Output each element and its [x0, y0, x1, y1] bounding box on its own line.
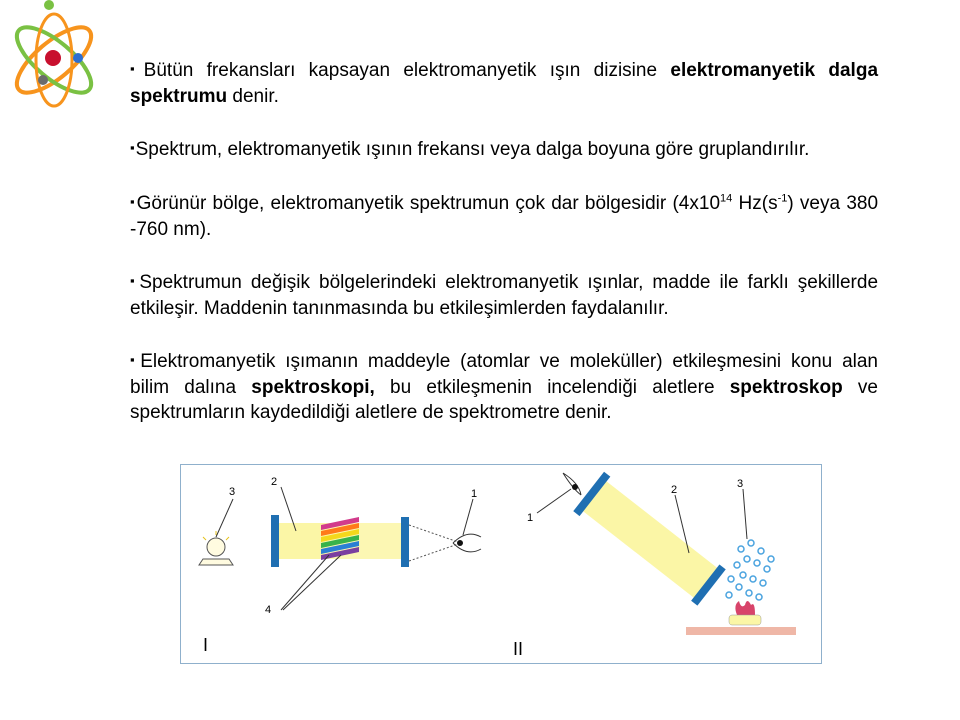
label-prism: 4	[265, 604, 272, 616]
paragraph-1-text: Bütün frekansları kapsayan elektromanyetik ışın dizisine	[143, 60, 671, 81]
right-tube	[573, 472, 727, 607]
bullet-icon: ▪	[130, 61, 143, 76]
paragraph-3-unit: Hz(s	[732, 193, 778, 214]
term-em-spectrum: elektromanyetik dalga spektrumu	[130, 60, 879, 107]
paragraph-3	[130, 191, 878, 242]
bullet-icon: ▪	[130, 194, 136, 209]
text-content	[130, 58, 878, 453]
paragraph-1-end: denir.	[227, 86, 279, 107]
exponent-minus-1: -1	[777, 192, 788, 205]
bullet-icon: ▪	[130, 352, 140, 367]
bullet-icon: ▪	[130, 273, 139, 288]
eye-left-icon	[453, 534, 481, 552]
label-eye-left: 1	[471, 488, 478, 500]
label-lamp: 3	[229, 486, 236, 498]
paragraph-4	[130, 270, 878, 321]
label-part-two: II	[513, 639, 524, 659]
paragraph-4-text: Spektrumun değişik bölgelerindeki elektromanyetik ışınlar, madde ile farklı şekillerde etkileşir. Maddenin tanınmasında bu etkileşimlerden faydalanılır.	[130, 272, 879, 319]
paragraph-3-text: Görünür bölge, elektromanyetik spektrumun çok dar bölgesidir (4x10	[136, 193, 721, 214]
sample-bubbles	[726, 540, 774, 600]
label-part-one: I	[203, 635, 209, 655]
burner-flame	[686, 601, 796, 635]
label-sample: 3	[737, 478, 744, 490]
term-spektroskop: spektroskop	[729, 377, 843, 398]
paragraph-1	[130, 58, 878, 109]
paragraph-5-end: ve spektrumların kaydedildiği aletlere de spektrometre denir.	[130, 377, 878, 423]
eye-right-icon	[563, 473, 581, 495]
paragraph-5	[130, 349, 878, 425]
paragraph-5-middle: bu etkileşmenin incelendiği aletlere	[374, 377, 730, 398]
paragraph-2-text: Spektrum, elektromanyetik ışının frekansı veya dalga boyuna göre gruplandırılır.	[135, 139, 810, 160]
label-eye-right: 1	[527, 512, 534, 524]
paragraph-2	[130, 137, 878, 163]
label-tube-right: 2	[671, 484, 678, 496]
label-tube-left: 2	[271, 476, 278, 488]
paragraph-3-end: ) veya 380 -760 nm).	[130, 193, 879, 240]
exponent-14: 14	[720, 192, 733, 205]
atom-logo-icon	[0, 0, 112, 122]
term-spektroskopi: spektroskopi,	[251, 377, 375, 398]
bullet-icon: ▪	[130, 140, 135, 155]
paragraph-5-text: Elektromanyetik ışımanın maddeyle (atomlar ve moleküller) etkileşmesini konu alan bilim dalına	[130, 351, 878, 398]
spectroscope-figure	[180, 464, 822, 664]
